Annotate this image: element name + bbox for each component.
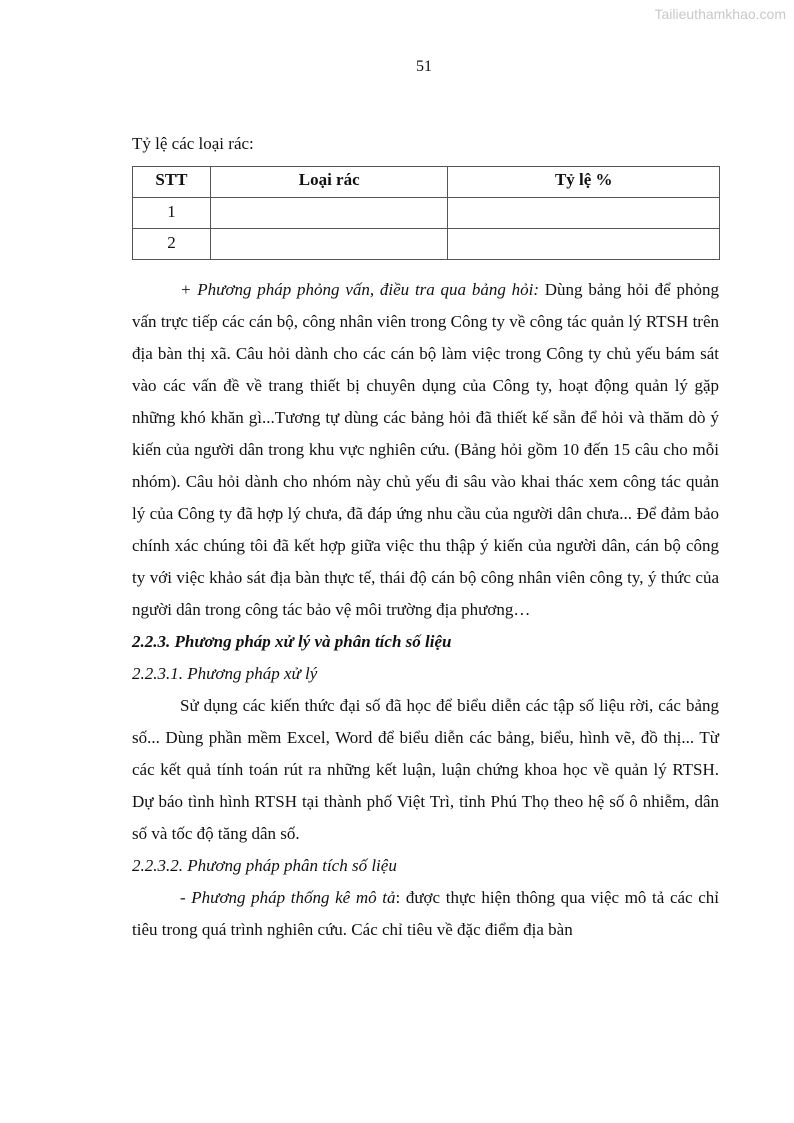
cell-rate: [448, 198, 720, 229]
header-waste-type: Loại rác: [210, 167, 448, 198]
watermark: Tailieuthamkhao.com: [654, 6, 786, 22]
processing-method-paragraph: Sử dụng các kiến thức đại số đã học để biểu diễn các tập số liệu rời, các bảng số... Dùng phần mềm Excel, Word để biểu diễn các bảng, biểu, hình vẽ, đồ thị... Từ các kết quả tính toán rút ra những kết luận, luận chứng khoa học về quản lý RTSH. Dự báo tình hình RTSH tại thành phố Việt Trì, tỉnh Phú Thọ theo hệ số ô nhiễm, dân số và tốc độ tăng dân số.: [132, 696, 719, 843]
cell-waste-type: [210, 229, 448, 260]
page-number: 51: [416, 58, 432, 75]
section-heading-2-2-3: 2.2.3. Phương pháp xử lý và phân tích số liệu: [132, 632, 452, 651]
descriptive-stats-paragraph: [132, 882, 719, 946]
cell-stt: 1: [133, 198, 211, 229]
header-rate-percent: Tỷ lệ %: [448, 167, 720, 198]
cell-stt: 2: [133, 229, 211, 260]
table-row: [133, 198, 720, 229]
table-row: [133, 229, 720, 260]
interview-method-lead: + Phương pháp phỏng vấn, điều tra qua bảng hỏi:: [180, 280, 539, 299]
section-heading-2-2-3-1: 2.2.3.1. Phương pháp xử lý: [132, 664, 318, 683]
descriptive-stats-body: : được thực hiện thông qua việc mô tả các chỉ tiêu trong quá trình nghiên cứu. Các chỉ tiêu về đặc điểm địa bàn: [132, 888, 719, 939]
descriptive-stats-lead: - Phương pháp thống kê mô tả: [180, 888, 396, 907]
interview-method-paragraph: [132, 274, 719, 626]
document-body: [132, 130, 719, 946]
table-caption: Tỷ lệ các loại rác:: [132, 134, 254, 153]
table-header-row: [133, 167, 720, 198]
interview-method-body: Dùng bảng hỏi để phỏng vấn trực tiếp các cán bộ, công nhân viên trong Công ty về công tác quản lý RTSH trên địa bàn thị xã. Câu hỏi dành cho các cán bộ làm việc trong Công ty chủ yếu bám sát vào các vấn đề về trang thiết bị chuyên dụng của Công ty, hoạt động quản lý gặp những khó khăn gì...Tương tự dùng các bảng hỏi đã thiết kế sẵn để hỏi và thăm dò ý kiến của người dân trong khu vực nghiên cứu. (Bảng hỏi gồm 10 đến 15 câu cho mỗi nhóm). Câu hỏi dành cho nhóm này chủ yếu đi sâu vào khai thác xem công tác quản lý của Công ty đã hợp lý chưa, đã đáp ứng nhu cầu của người dân chưa... Để đảm bảo chính xác chúng tôi đã kết hợp giữa việc thu thập ý kiến của người dân, cán bộ công ty với việc khảo sát địa bàn thực tế, thái độ cán bộ công nhân viên công ty, ý thức của người dân trong công tác bảo vệ môi trường địa phương…: [132, 280, 719, 619]
header-stt: STT: [133, 167, 211, 198]
waste-ratio-table: [132, 166, 720, 260]
section-heading-2-2-3-2: 2.2.3.2. Phương pháp phân tích số liệu: [132, 856, 397, 875]
cell-waste-type: [210, 198, 448, 229]
cell-rate: [448, 229, 720, 260]
